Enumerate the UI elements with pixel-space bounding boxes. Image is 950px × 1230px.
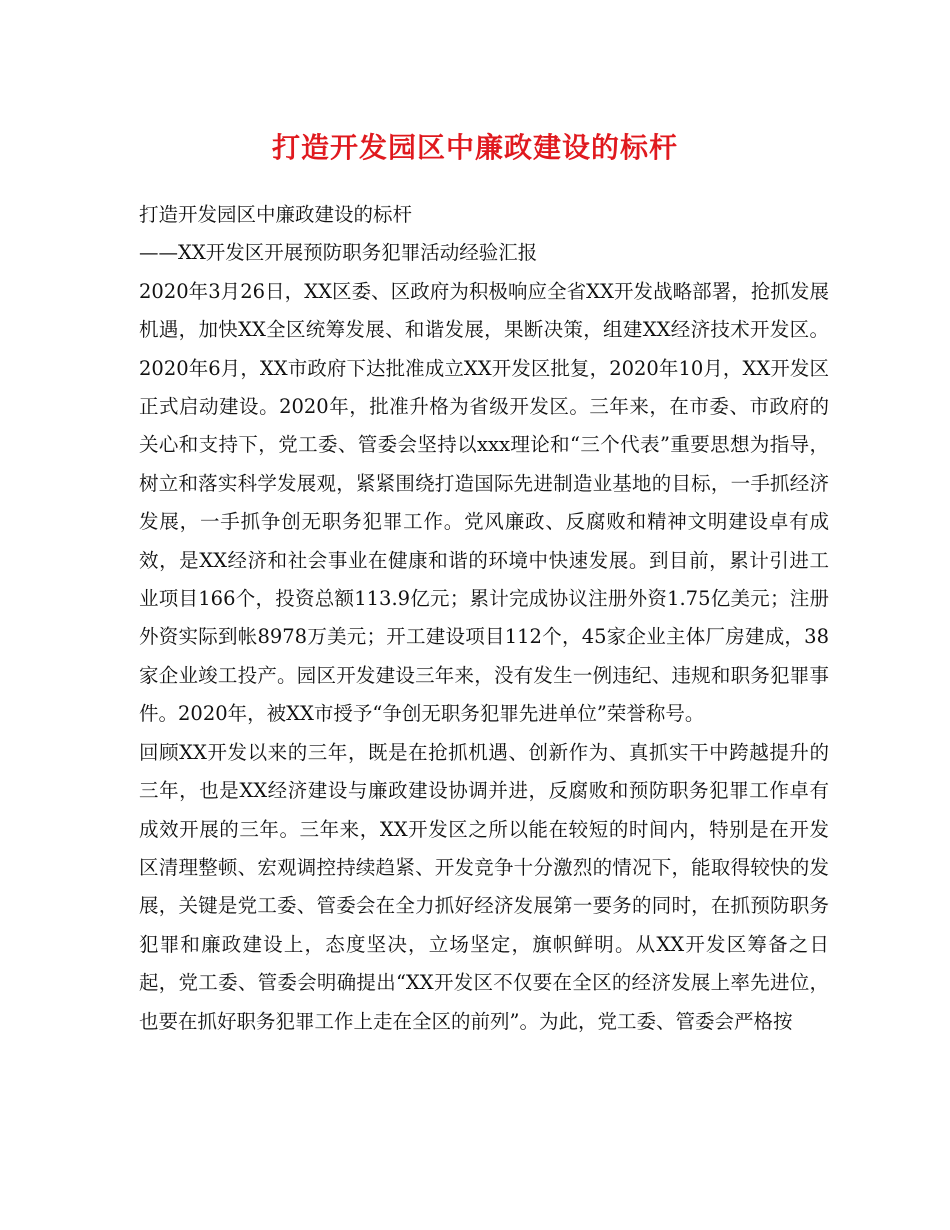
document-body [139,196,829,1041]
body-paragraph: 2020年3月26日，XX区委、区政府为积极响应全省XX开发战略部署，抢抓发展机遇，加快XX全区统筹发展、和谐发展，果断决策，组建XX经济技术开发区。2020年6月，XX市政府下达批准成立XX开发区批复，2020年10月，XX开发区正式启动建设。2020年，批准升格为省级开发区。三年来，在市委、市政府的关心和支持下，党工委、管委会坚持以xxx理论和“三个代表”重要思想为指导，树立和落实科学发展观，紧紧围绕打造国际先进制造业基地的目标，一手抓经济发展，一手抓争创无职务犯罪工作。党风廉政、反腐败和精神文明建设卓有成效，是XX经济和社会事业在健康和谐的环境中快速发展。到目前，累计引进工业项目166个，投资总额113.9亿元；累计完成协议注册外资1.75亿美元；注册外资实际到帐8978万美元；开工建设项目112个，45家企业主体厂房建成，38家企业竣工投产。园区开发建设三年来，没有发生一例违纪、违规和职务犯罪事件。2020年，被XX市授予“争创无职务犯罪先进单位”荣誉称号。 [139,279,829,726]
body-paragraph: 回顾XX开发以来的三年，既是在抢抓机遇、创新作为、真抓实干中跨越提升的三年，也是XX经济建设与廉政建设协调并进，反腐败和预防职务犯罪工作卓有成效开展的三年。三年来，XX开发区之所以能在较短的时间内，特别是在开发区清理整顿、宏观调控持续趋紧、开发竞争十分激烈的情况下，能取得较快的发展，关键是党工委、管委会在全力抓好经济发展第一要务的同时，在抓预防职务犯罪和廉政建设上，态度坚决，立场坚定，旗帜鲜明。从XX开发区筹备之日起，党工委、管委会明确提出“XX开发区不仅要在全区的经济发展上率先进位，也要在抓好职务犯罪工作上走在全区的前列”。为此，党工委、管委会严格按 [139,740,829,1033]
body-heading: 打造开发园区中廉政建设的标杆 [139,203,413,226]
body-subheading: ——XX开发区开展预防职务犯罪活动经验汇报 [139,241,538,265]
document-title: 打造开发园区中廉政建设的标杆 [271,131,678,164]
